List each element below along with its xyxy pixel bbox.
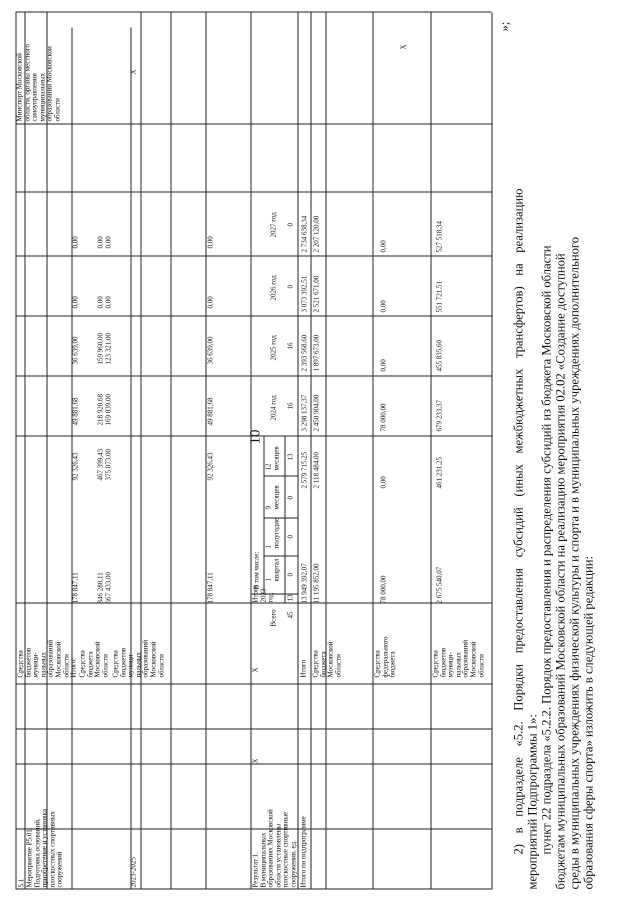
value-2023: 0,00 (379, 476, 388, 489)
value-2024: 49 881,68 (71, 397, 80, 426)
value-2025: 2 393 568,60 (300, 334, 309, 372)
year-2025: 2025 год (269, 335, 278, 361)
value-2023: 2 579 715,25 (300, 451, 309, 489)
table-line (16, 376, 492, 377)
table-line (16, 192, 492, 193)
measure-name: Мероприятие Р5.01. Подготовка оснований, приобретение и установка плоскостных спортивных сооружений (25, 809, 64, 888)
value-2027: 0,00 (71, 236, 80, 249)
value-2024: 49 881,68 (206, 397, 215, 426)
value-2024: 78 000,00 (379, 403, 388, 432)
year-2024: 2024 год (269, 395, 278, 421)
result-vsego: Всего (269, 609, 278, 627)
total-itogo-label: Итого (299, 659, 308, 678)
value-2026: 3 073 392,51 (300, 275, 309, 313)
table-border-bottom (492, 13, 493, 890)
result-name: Результат 1. В муниципальных образованиях Московской области установлены плоскостные спортивные сооружения, ед. (251, 809, 298, 888)
value-2023: 92 326,43 (206, 452, 215, 481)
table-line (47, 13, 48, 890)
quarter-12-months: 12 месяцев (264, 446, 281, 471)
table-line (16, 729, 492, 730)
result-value-half: 0 (286, 535, 295, 539)
table-line (16, 603, 492, 604)
value-total: 13 949 392,07 (300, 563, 309, 604)
year-2026: 2026 год (269, 275, 278, 301)
result-x-mark: X (251, 758, 260, 764)
result-value-2023: 13 (286, 594, 295, 602)
value-2027: 0,00 (206, 236, 215, 249)
value-2025: 0,00 (379, 359, 388, 372)
table-line (16, 436, 492, 437)
paragraph-line: пункт 22 подраздела «5.2.2. Порядок предоставления и распределения субсидий из бюджета Московской области (539, 245, 554, 855)
rotated-page (1, 0, 640, 905)
executor: Минспорт Московской области, органы местного самоуправления муниципальных образований Московской области (15, 44, 62, 122)
value-2027: 527 518,34 (435, 221, 444, 253)
table-line (16, 256, 492, 257)
table-border-right (16, 12, 492, 13)
table-border-top (16, 13, 17, 890)
value-2026: 0,00 (104, 296, 113, 309)
funding-source-municipal: Средства бюджетов муници- пальных образований Московской области (111, 640, 166, 678)
value-2023: 467 399,43 (96, 449, 105, 481)
table-line (16, 316, 492, 317)
value-2023: 461 231,25 (435, 457, 444, 489)
total-src-federal: Средства федерального бюджета (373, 636, 397, 678)
total-label: Итого по подпрограмме (299, 816, 308, 888)
value-2025: 1 897 673,00 (312, 334, 321, 372)
value-total: 846 280,11 (96, 572, 105, 604)
executor-x-mark: X (129, 69, 138, 75)
value-2026: 0,00 (379, 300, 388, 313)
value-2024: 3 298 137,37 (300, 394, 309, 432)
result-value-2025: 16 (286, 342, 295, 350)
value-total: 78 000,00 (379, 575, 388, 604)
value-2024: 218 920,68 (96, 394, 105, 426)
table-line (25, 13, 26, 890)
table-line (326, 13, 327, 890)
paragraph-line: 2) в подразделе «5.2. Порядки предоставления субсидий (иных межбюджетных трансфертов) на реализацию (511, 188, 526, 855)
total-x-mark: X (399, 44, 408, 50)
result-value-2026: 0 (286, 285, 295, 289)
value-2026: 2 521 671,00 (312, 275, 321, 313)
table-line (264, 476, 298, 477)
result-value-total: 45 (286, 611, 295, 619)
table-line (16, 684, 492, 685)
paragraph-line: среды в муниципальных учреждениях физической культуры и спорта и в муниципальных учреждениях дополнительного (567, 236, 582, 890)
table-line (16, 764, 492, 765)
table-line (373, 13, 374, 890)
value-2027: 0,00 (379, 240, 388, 253)
value-2024: 2 450 904,00 (312, 394, 321, 432)
value-2027: 2 734 638,34 (300, 215, 309, 253)
value-2023: 2 118 484,00 (312, 452, 321, 489)
page-number: 10 (247, 429, 264, 445)
table-line (285, 437, 286, 604)
table-line (264, 437, 265, 595)
quarter-9-months: 9 месяцев (264, 485, 281, 510)
value-2026: 0,00 (96, 296, 105, 309)
paragraph-line: мероприятий Подпрограммы 1»: (525, 714, 540, 890)
table-line (311, 13, 312, 890)
table-line (206, 13, 207, 890)
value-2024: 679 233,37 (435, 400, 444, 432)
value-total: 178 847,11 (71, 572, 80, 604)
paragraph-line: образования сферы спорта» изложить в следующей редакции: (581, 556, 596, 890)
value-2025: 123 321,00 (104, 333, 113, 365)
result-value-q1: 0 (286, 573, 295, 577)
value-total: 667 433,00 (104, 572, 113, 604)
result-v-tom-chisle: В том числе: (252, 551, 261, 590)
funding-source-municipal: Средства бюджетов муници- пальных образований Московской области (16, 640, 71, 678)
table-line (131, 28, 132, 890)
table-line (264, 556, 298, 557)
result-value-2024: 16 (286, 402, 295, 410)
quarter-half-year: 1 полугодие (264, 517, 281, 549)
value-2025: 455 835,60 (435, 340, 444, 372)
table-line (16, 124, 492, 125)
table-line (431, 13, 432, 890)
value-2025: 36 639,00 (71, 336, 80, 365)
funding-source-itogo: Итого: (69, 657, 78, 678)
value-total: 2 675 540,07 (435, 566, 444, 604)
table-border-left (16, 889, 492, 890)
row-number: 5.1 (17, 878, 26, 888)
value-2027: 2 207 120,00 (312, 215, 321, 253)
result-x-mark: X (251, 667, 260, 673)
result-value-12m: 13 (286, 453, 295, 461)
value-2026: 551 721,51 (435, 281, 444, 313)
value-2027: 0,00 (104, 236, 113, 249)
table-line (298, 13, 299, 890)
result-value-2027: 0 (286, 223, 295, 227)
quarter-1: 1 квартал (264, 558, 281, 582)
result-value-9m: 0 (286, 496, 295, 500)
result-itogo-2023: Итого 2023 год (251, 584, 275, 603)
value-2026: 0,00 (71, 296, 80, 309)
value-2024: 169 039,00 (104, 394, 113, 426)
value-2025: 159 960,00 (96, 333, 105, 365)
paragraph-line: бюджетам муниципальных образований Московской области на реализацию мероприятия 02.02 «Создание доступной (553, 253, 568, 890)
value-total: 178 847,11 (206, 572, 215, 604)
value-2027: 0,00 (96, 236, 105, 249)
total-src-municipal: Средства бюджетов муници- пальных образований Московской области (431, 640, 486, 678)
funding-source-regional: Средства бюджета Московской области (78, 641, 110, 678)
measure-period: 2023-2025 (129, 857, 138, 888)
value-2023: 375 073,00 (104, 449, 113, 481)
closing-mark: »; (497, 21, 512, 32)
total-src-regional: Средства бюджета Московской области (311, 641, 343, 678)
year-2027: 2027 год (269, 212, 278, 238)
value-2023: 92 326,43 (71, 452, 80, 481)
value-2026: 0,00 (206, 296, 215, 309)
table-line (141, 13, 142, 890)
value-2025: 36 639,00 (206, 336, 215, 365)
table-line (171, 13, 172, 890)
value-total: 11 195 852,00 (312, 563, 321, 604)
